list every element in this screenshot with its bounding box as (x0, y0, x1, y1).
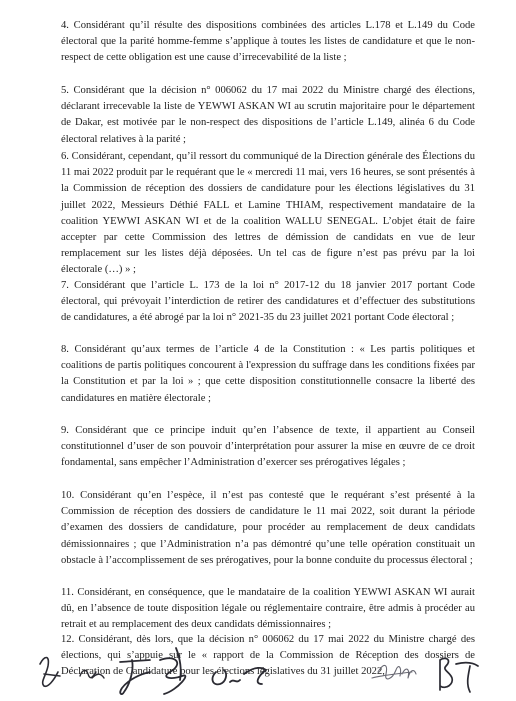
paragraph-4: 4. Considérant qu’il résulte des dispositions combinées des articles L.178 et L.149 du Code électoral que la parité homme-femme s’applique à toutes les listes de candidature et que le non-respect de cette obligation est une cause d’irrecevabilité de la liste ; (61, 20, 475, 64)
paragraph-10: 10. Considérant qu’en l’espèce, il n’est pas contesté que le requérant s’est présenté à la Commission de réception des dossiers de candidature le 11 mai 2022, soit durant la période d’examen des dossiers de candidature, pour procéder au remplacement de deux candidats démissionnaires ; que l’Administration n’a pas démontré qu’une telle opération constituait un obstacle à l’accomplissement de ses prérogatives, pour la bonne conduite du processus électoral ; (61, 490, 475, 566)
paragraph-11: 11. Considérant, en conséquence, que le mandataire de la coalition YEWWI ASKAN WI aurait dû, en l’absence de toute disposition légale ou réglementaire contraire, être admis à procéder au retrait et au remplacement des deux candidats démissionnaires ; (61, 587, 475, 631)
paragraph-6: 6. Considérant, cependant, qu’il ressort du communiqué de la Direction générale des Élections du 11 mai 2022 produit par le requérant que le « mercredi 11 mai, vers 16 heures, se sont présentés à la Commission de réception des dossiers de candidature pour les élections législatives du 31 juillet 2022, Messieurs Déthié FALL et Lamine THIAM, respectivement mandataire de la coalition YEWWI ASKAN WI et de la coalition WALLU SENEGAL. L’objet était de faire accepter par cette Commission des lettres de démission de candidats en vue de leur remplacement sur les listes déjà déposées. Un tel cas de figure n’est pas prévu par la loi électorale (…) » ; (61, 151, 475, 276)
paragraph-7: 7. Considérant que l’article L. 173 de la loi n° 2017-12 du 18 janvier 2017 portant Code électoral, qui prévoyait l’interdiction de retirer des candidatures et d’effectuer des substitutions de candidatures, a été abrogé par la loi n° 2021-35 du 23 juillet 2021 portant Code électoral ; (61, 280, 475, 324)
paragraph-9: 9. Considérant que ce principe induit qu’en l’absence de texte, il appartient au Conseil constitutionnel d’user de son pouvoir d’interprétation pour assurer la mise en œuvre de ce droit fondamental, sans empêcher l’Administration d’exercer ses prérogatives légales ; (61, 425, 475, 469)
signature-1 (40, 658, 60, 687)
paragraph-8: 8. Considérant qu’aux termes de l’article 4 de la Constitution : « Les partis politiques et coalitions de partis politiques concourent à l'expression du suffrage dans les conditions fixées par la Constitution et par la loi » ; que cette disposition constitutionnelle consacre la liberté des candidatures en matière électorale ; (61, 344, 475, 404)
paragraph-5: 5. Considérant que la décision n° 006062 du 17 mai 2022 du Ministre chargé des élections, déclarant irrecevable la liste de YEWWI ASKAN WI au scrutin majoritaire pour le département de Dakar, est motivée par le non-respect des dispositions de l’article L.149, alinéa 6 du Code électoral relatives à la parité ; (61, 85, 475, 145)
paragraph-12: 12. Considérant, dès lors, que la décision n° 006062 du 17 mai 2022 du Ministre chargé des élections, qui s’appuie sur le « rapport de la Commission de Réception des dossiers de Déclaration de Candidature pour les élections législatives du 31 juillet 2022, (61, 634, 475, 678)
